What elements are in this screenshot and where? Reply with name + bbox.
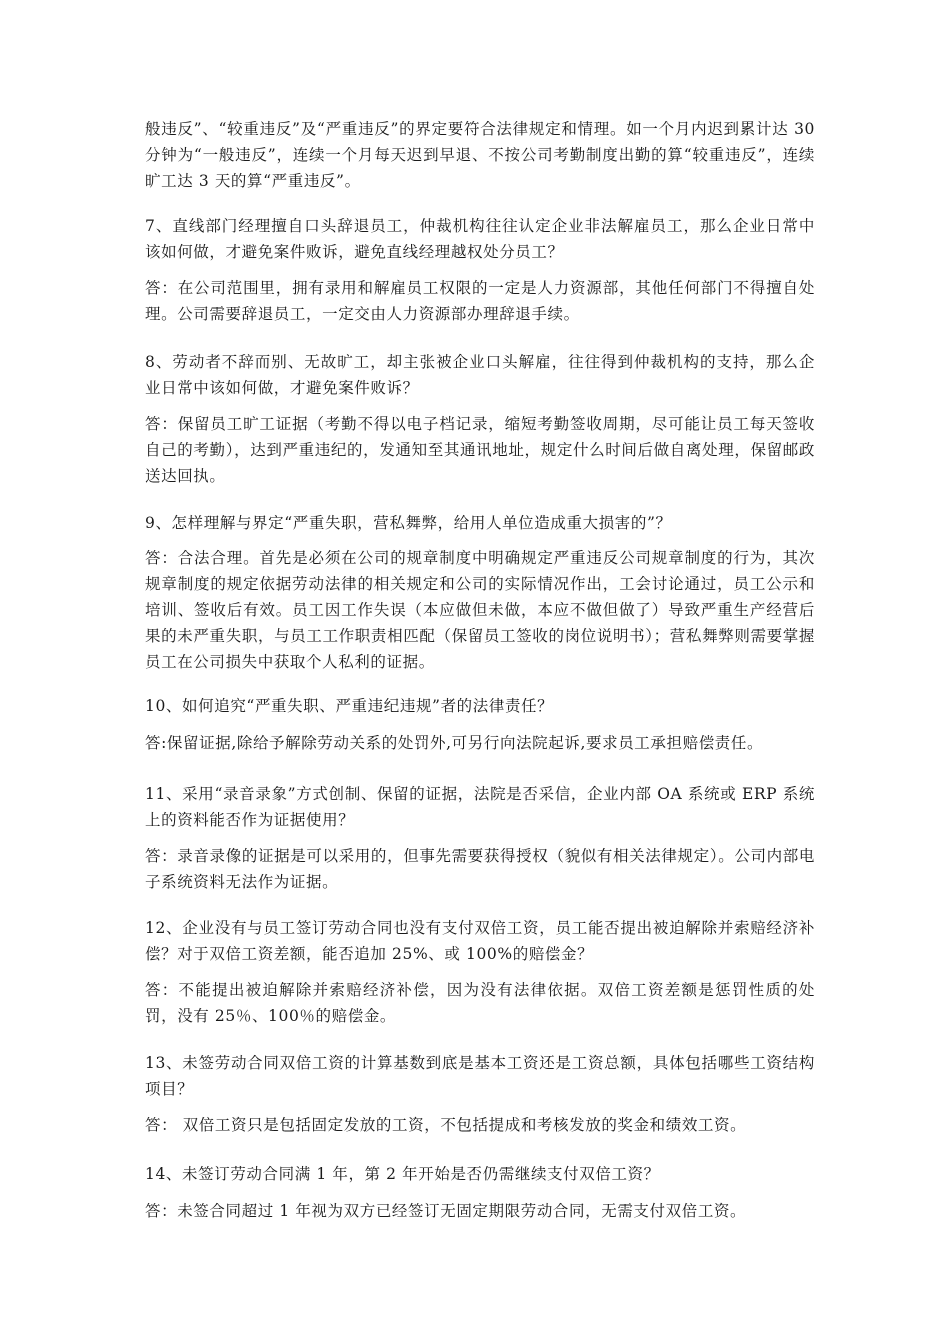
question-11: 11、采用“录音录象”方式创制、保留的证据，法院是否采信，企业内部 OA 系统或 ERP 系统上的资料能否作为证据使用？ xyxy=(145,785,815,829)
question-8: 8、劳动者不辞而别、无故旷工，却主张被企业口头解雇，往往得到仲裁机构的支持，那么企业日常中该如何做，才避免案件败诉？ xyxy=(145,353,815,397)
answer-10: 答:保留证据,除给予解除劳动关系的处罚外,可另行向法院起诉,要求员工承担赔偿责任。 xyxy=(145,734,764,752)
question-9: 9、怎样理解与界定“严重失职，营私舞弊，给用人单位造成重大损害的”？ xyxy=(145,514,672,532)
question-10: 10、如何追究“严重失职、严重违纪违规”者的法律责任？ xyxy=(145,697,554,715)
question-7: 7、直线部门经理擅自口头辞退员工，仲裁机构往往认定企业非法解雇员工，那么企业日常中该如何做，才避免案件败诉，避免直线经理越权处分员工？ xyxy=(145,217,815,261)
answer-8: 答：保留员工旷工证据（考勤不得以电子档记录，缩短考勤签收周期，尽可能让员工每天签收自己的考勤），达到严重违纪的，发通知至其通讯地址，规定什么时间后做自离处理，保留邮政送达回执。 xyxy=(145,415,815,485)
question-13: 13、未签劳动合同双倍工资的计算基数到底是基本工资还是工资总额，具体包括哪些工资结构项目？ xyxy=(145,1054,815,1098)
paragraph-violation-definition: 般违反”、“较重违反”及“严重违反”的界定要符合法律规定和情理。如一个月内迟到累计达 30 分钟为“一般违反”，连续一个月每天迟到早退、不按公司考勤制度出勤的算“较重违反”，连续旷工达 3 天的算“严重违反”。 xyxy=(145,120,815,190)
answer-14: 答：未签合同超过 1 年视为双方已经签订无固定期限劳动合同，无需支付双倍工资。 xyxy=(145,1202,747,1220)
question-14: 14、未签订劳动合同满 1 年，第 2 年开始是否仍需继续支付双倍工资？ xyxy=(145,1165,660,1183)
answer-7: 答：在公司范围里，拥有录用和解雇员工权限的一定是人力资源部，其他任何部门不得擅自处理。公司需要辞退员工，一定交由人力资源部办理辞退手续。 xyxy=(145,279,815,323)
answer-11: 答：录音录像的证据是可以采用的，但事先需要获得授权（貌似有相关法律规定）。公司内部电子系统资料无法作为证据。 xyxy=(145,847,815,891)
question-12: 12、企业没有与员工签订劳动合同也没有支付双倍工资，员工能否提出被迫解除并索赔经济补偿？对于双倍工资差额，能否追加 25%、或 100%的赔偿金？ xyxy=(145,919,815,963)
answer-9: 答：合法合理。首先是必须在公司的规章制度中明确规定严重违反公司规章制度的行为，其次规章制度的规定依据劳动法律的相关规定和公司的实际情况作出，工会讨论通过，员工公示和培训、签收后有效。员工因工作失误（本应做但未做，本应不做但做了）导致严重生产经营后果的未严重失职，与员工工作职责相匹配（保留员工签收的岗位说明书）；营私舞弊则需要掌握员工在公司损失中获取个人私利的证据。 xyxy=(145,549,815,671)
answer-12: 答：不能提出被迫解除并索赔经济补偿，因为没有法律依据。双倍工资差额是惩罚性质的处罚，没有 25％、100％的赔偿金。 xyxy=(145,981,815,1025)
answer-13: 答： 双倍工资只是包括固定发放的工资，不包括提成和考核发放的奖金和绩效工资。 xyxy=(145,1116,747,1134)
